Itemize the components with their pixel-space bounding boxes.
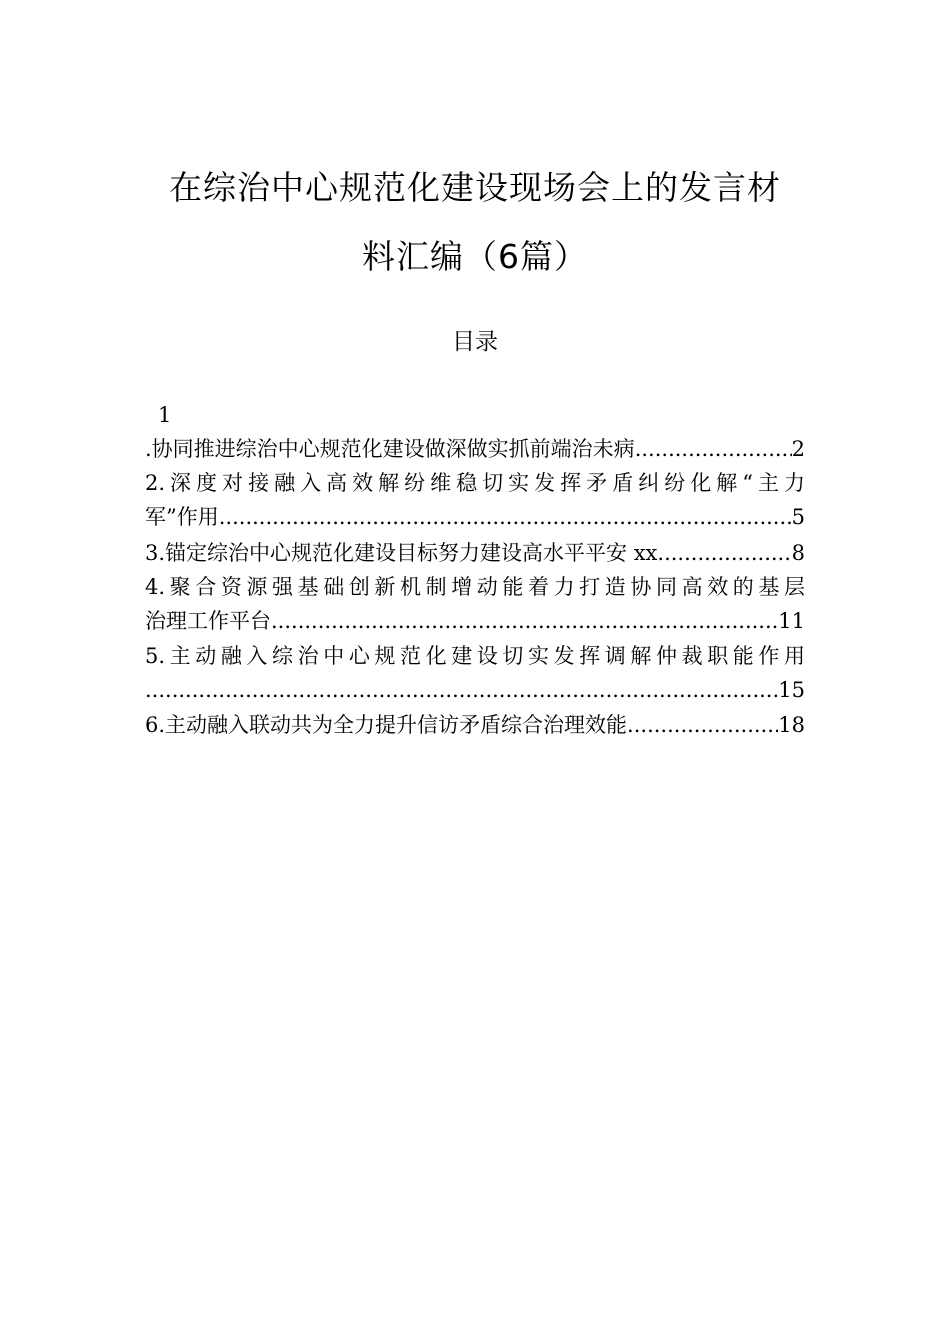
- toc-leader-dots: [635, 432, 792, 466]
- document-title-line-1: 在综治中心规范化建设现场会上的发言材: [169, 168, 781, 207]
- toc-entry-3-text: 3.锚定综治中心规范化建设目标努力建设高水平平安 xx: [145, 541, 658, 565]
- toc-entry-3[interactable]: [145, 536, 805, 570]
- toc-entry-5-line-1[interactable]: 5.主动融入综治中心规范化建设切实发挥调解仲裁职能作用: [145, 644, 805, 668]
- toc-entry-1[interactable]: [145, 432, 805, 466]
- document-title-line-2: 料汇编（6篇）: [362, 237, 588, 276]
- toc-entry-2-line-1[interactable]: 2.深度对接融入高效解纷维稳切实发挥矛盾纠纷化解“主力: [145, 471, 805, 495]
- toc-entry-5-line-2[interactable]: [145, 673, 805, 707]
- toc-entry-2-page: 5: [791, 505, 805, 529]
- toc-entry-6-text: 6.主动融入联动共为全力提升信访矛盾综合治理效能: [145, 713, 628, 737]
- toc-entry-4-line-1[interactable]: 4.聚合资源强基础创新机制增动能着力打造协同高效的基层: [145, 575, 805, 599]
- toc-heading: 目录: [452, 329, 498, 355]
- toc-entry-4-text: 治理工作平台: [145, 609, 271, 633]
- toc-entry-2-line-2[interactable]: [145, 500, 805, 534]
- toc-entry-6[interactable]: [145, 708, 805, 742]
- toc-entry-4-line-2[interactable]: [145, 604, 805, 638]
- toc-leader-dots: [219, 500, 792, 534]
- toc-leader-dots: [145, 673, 778, 707]
- toc-leader-dots: [627, 708, 778, 742]
- toc-entry-1-number: 1: [158, 403, 172, 427]
- toc-entry-5-page: 15: [778, 678, 805, 702]
- toc-entry-6-page: 18: [778, 713, 805, 737]
- toc-entry-3-page: 8: [791, 541, 805, 565]
- toc-entry-1-page: 2: [791, 437, 805, 461]
- toc-entry-2-text: 军”作用: [145, 505, 219, 529]
- toc-leader-dots: [271, 604, 778, 638]
- toc-entry-4-page: 11: [778, 609, 805, 633]
- toc-leader-dots: [657, 536, 791, 570]
- toc-entry-1-text: .协同推进综治中心规范化建设做深做实抓前端治未病: [145, 437, 635, 461]
